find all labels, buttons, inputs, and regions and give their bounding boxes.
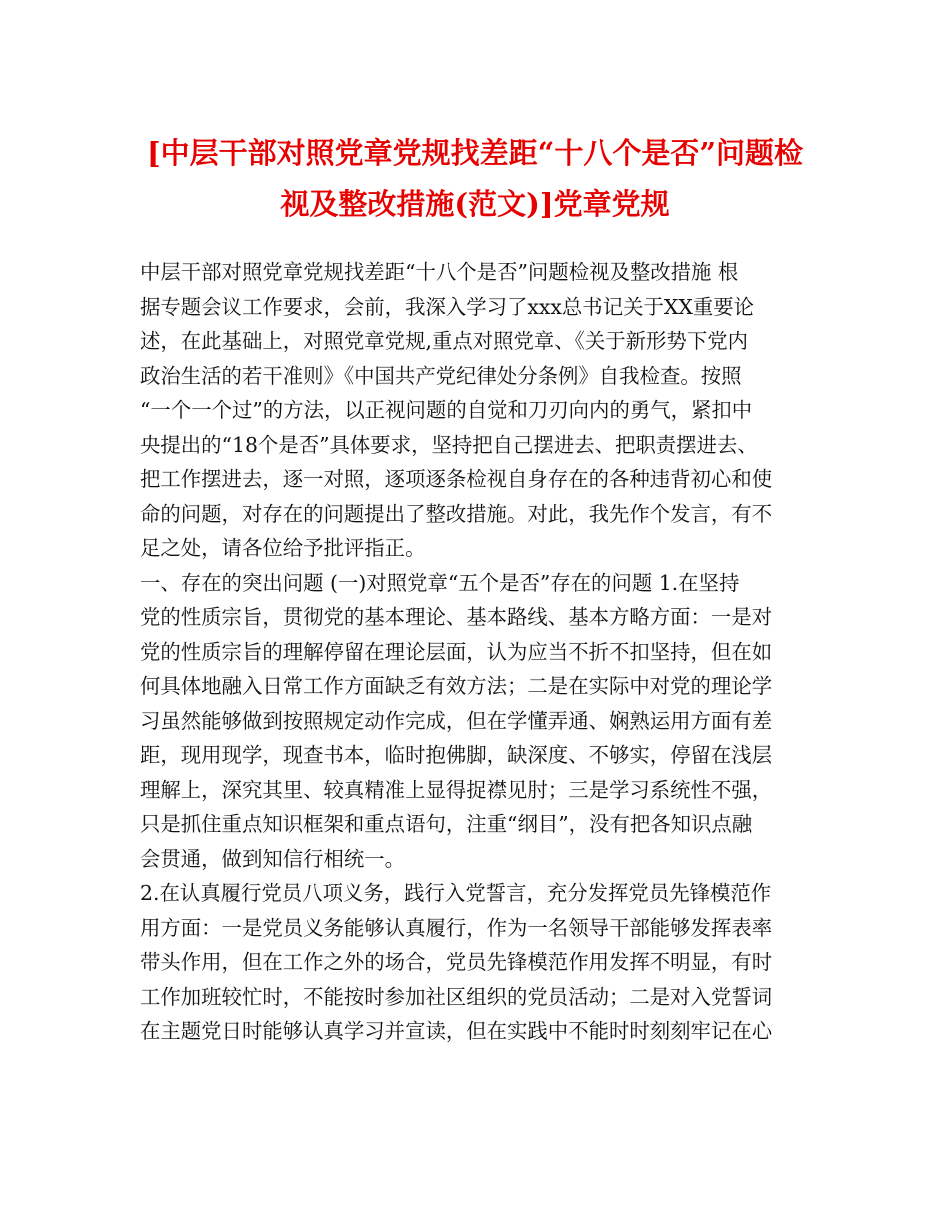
text-line: 何具体地融入日常工作方面缺乏有效方法；二是在实际中对党的理论学 [140, 674, 773, 698]
text-line: 工作加班较忙时，不能按时参加社区组织的党员活动；二是对入党誓词 [140, 984, 773, 1009]
paragraph-intro [140, 255, 830, 566]
text-line: 只是抓住重点知识框架和重点语句，注重“纲目”，没有把各知识点融 [140, 812, 753, 836]
text-line: 习虽然能够做到按照规定动作完成，但在学懂弄通、娴熟运用方面有差 [140, 708, 773, 733]
text-line: “一个一个过”的方法，以正视问题的自觉和刀刃向内的勇气，紧扣中 [140, 398, 753, 422]
document-body [140, 255, 830, 1049]
text-line: 理解上，深究其里、较真精准上显得捉襟见肘；三是学习系统性不强， [140, 777, 773, 802]
text-line: 央提出的“18个是否”具体要求，坚持把自己摆进去、把职责摆进去、 [140, 432, 758, 457]
text-line: 在主题党日时能够认真学习并宣读，但在实践中不能时时刻刻牢记在心 [140, 1019, 773, 1043]
text-line: 足之处，请各位给予批评指正。 [140, 536, 426, 560]
text-line: 会贯通，做到知信行相统一。 [140, 846, 406, 871]
text-line: 命的问题，对存在的问题提出了整改措施。对此，我先作个发言，有不 [140, 501, 773, 526]
text-line: 距，现用现学，现查书本，临时抱佛脚，缺深度、不够实，停留在浅层 [140, 743, 773, 767]
title-line: [中层干部对照党章党规找差距“十八个是否”问题检 [146, 136, 804, 170]
text-line: 据专题会议工作要求，会前，我深入学习了xxx总书记关于XX重要论 [140, 294, 755, 319]
paragraph-section-1 [140, 566, 830, 877]
text-line: 党的性质宗旨的理解停留在理论层面，认为应当不折不扣坚持，但在如 [140, 639, 773, 664]
text-line: 用方面：一是党员义务能够认真履行，作为一名领导干部能够发挥表率 [140, 915, 773, 940]
text-line: 一、存在的突出问题 (一)对照党章“五个是否”存在的问题 1.在坚持 [140, 570, 740, 595]
text-line: 党的性质宗旨，贯彻党的基本理论、基本路线、基本方略方面：一是对 [140, 605, 773, 629]
text-line: 中层干部对照党章党规找差距“十八个是否”问题检视及整改措施 根 [140, 260, 739, 284]
document-title [120, 128, 830, 230]
paragraph-item-2 [140, 876, 830, 1049]
text-line: 2.在认真履行党员八项义务，践行入党誓言，充分发挥党员先锋模范作 [140, 881, 772, 905]
text-line: 政治生活的若干准则》《中国共产党纪律处分条例》自我检查。按照 [140, 363, 742, 388]
title-line: 视及整改措施(范文)]党章党规 [280, 187, 670, 221]
text-line: 述，在此基础上，对照党章党规,重点对照党章、《关于新形势下党内 [140, 329, 748, 353]
text-line: 把工作摆进去，逐一对照，逐项逐条检视自身存在的各种违背初心和使 [140, 467, 773, 491]
text-line: 带头作用，但在工作之外的场合，党员先锋模范作用发挥不明显，有时 [140, 950, 773, 974]
